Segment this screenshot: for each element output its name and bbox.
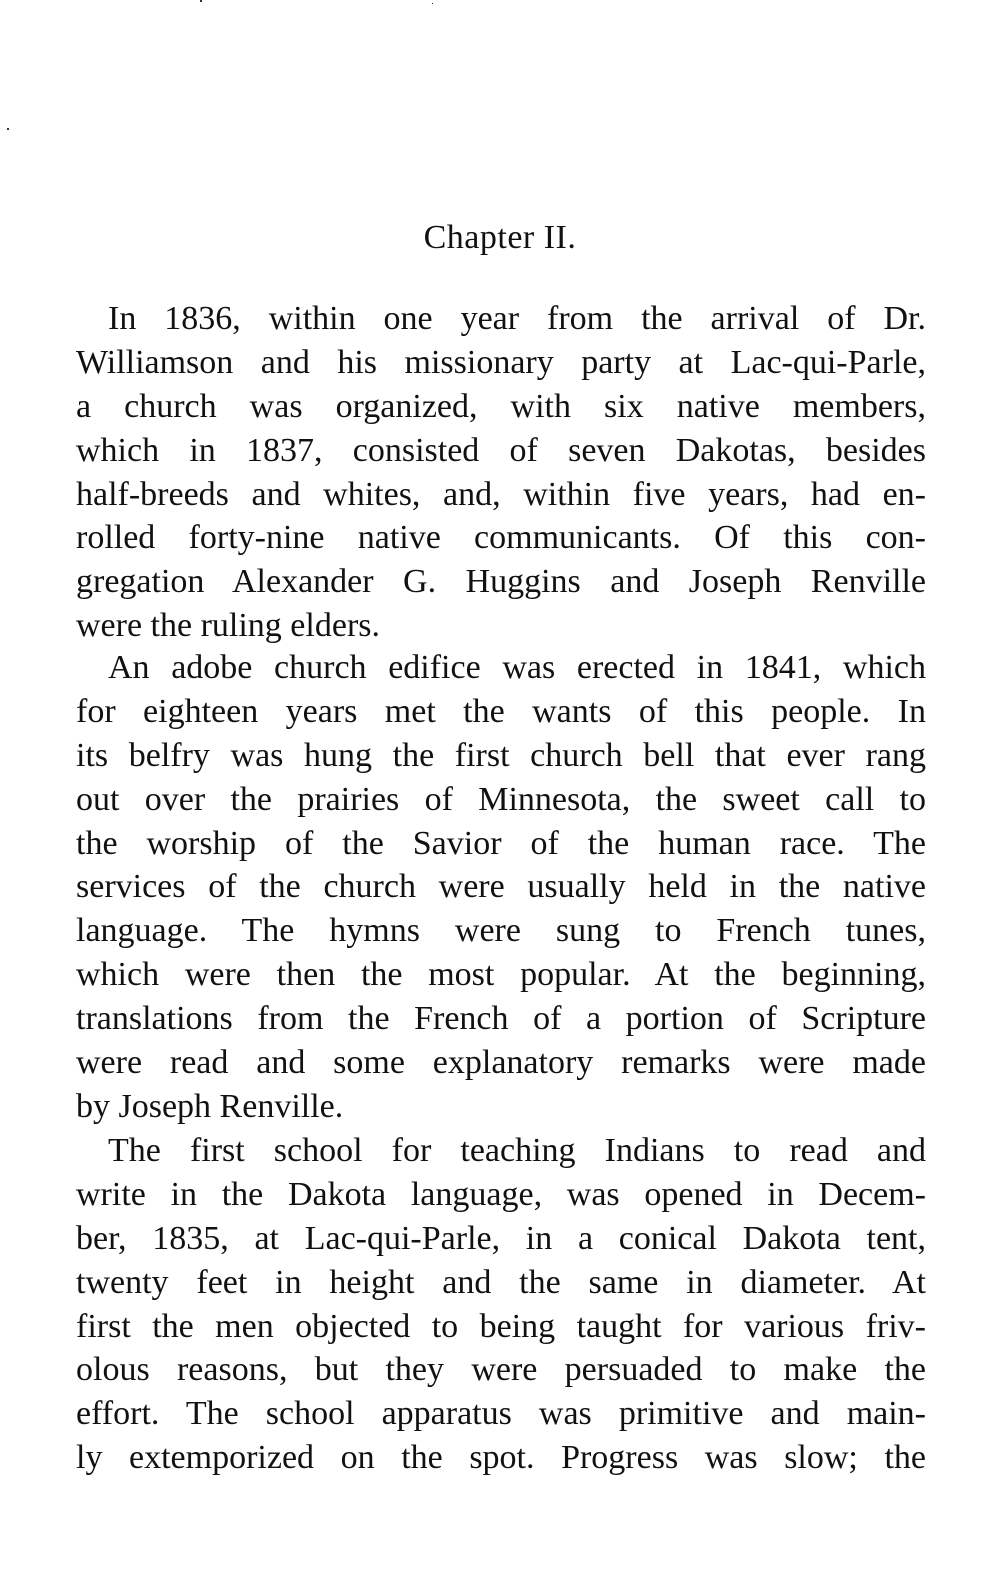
scan-speck xyxy=(7,128,9,130)
chapter-title: Chapter II. xyxy=(423,219,577,256)
text-line: were the ruling elders. xyxy=(76,607,380,645)
text-line: ber, 1835, at Lac-qui-Parle, in a conical Dakota tent, xyxy=(76,1219,926,1257)
text-line: by Joseph Renville. xyxy=(76,1087,344,1125)
text-line: language. The hymns were sung to French tunes, xyxy=(76,912,926,950)
text-line: which were then the most popular. At the beginning, xyxy=(76,956,926,994)
text-line: half-breeds and whites, and, within five years, had en- xyxy=(76,475,926,513)
text-line: write in the Dakota language, was opened in Decem- xyxy=(76,1175,926,1213)
text-line: first the men objected to being taught for various friv- xyxy=(76,1307,926,1345)
scan-speck xyxy=(200,0,202,2)
text-line: which in 1837, consisted of seven Dakotas, besides xyxy=(76,431,926,469)
text-line: translations from the French of a portion of Scripture xyxy=(76,1000,926,1038)
text-line: out over the prairies of Minnesota, the sweet call to xyxy=(76,780,926,818)
text-line: rolled forty-nine native communicants. Of this con- xyxy=(76,519,926,557)
scan-speck xyxy=(432,3,433,4)
text-line: effort. The school apparatus was primitive and main- xyxy=(76,1395,926,1433)
text-line: Williamson and his missionary party at Lac-qui-Parle, xyxy=(76,343,926,381)
text-line: In 1836, within one year from the arrival of Dr. xyxy=(108,300,926,337)
text-line: ly extemporized on the spot. Progress was slow; the xyxy=(76,1439,926,1477)
text-line: a church was organized, with six native members, xyxy=(76,387,926,425)
text-line: the worship of the Savior of the human race. The xyxy=(76,824,926,862)
text-line: An adobe church edifice was erected in 1841, which xyxy=(108,649,926,686)
text-line: for eighteen years met the wants of this people. In xyxy=(76,692,926,730)
text-line: The first school for teaching Indians to read and xyxy=(108,1132,926,1169)
text-line: gregation Alexander G. Huggins and Joseph Renville xyxy=(76,563,926,601)
text-line: twenty feet in height and the same in diameter. At xyxy=(76,1263,926,1301)
text-line: were read and some explanatory remarks were made xyxy=(76,1044,926,1082)
paragraph-2 xyxy=(76,646,926,1129)
text-line: olous reasons, but they were persuaded to make the xyxy=(76,1351,926,1389)
text-line: its belfry was hung the first church bell that ever rang xyxy=(76,736,926,774)
paragraph-3 xyxy=(76,1129,926,1480)
text-line: services of the church were usually held in the native xyxy=(76,868,926,906)
paragraph-1 xyxy=(76,297,926,648)
